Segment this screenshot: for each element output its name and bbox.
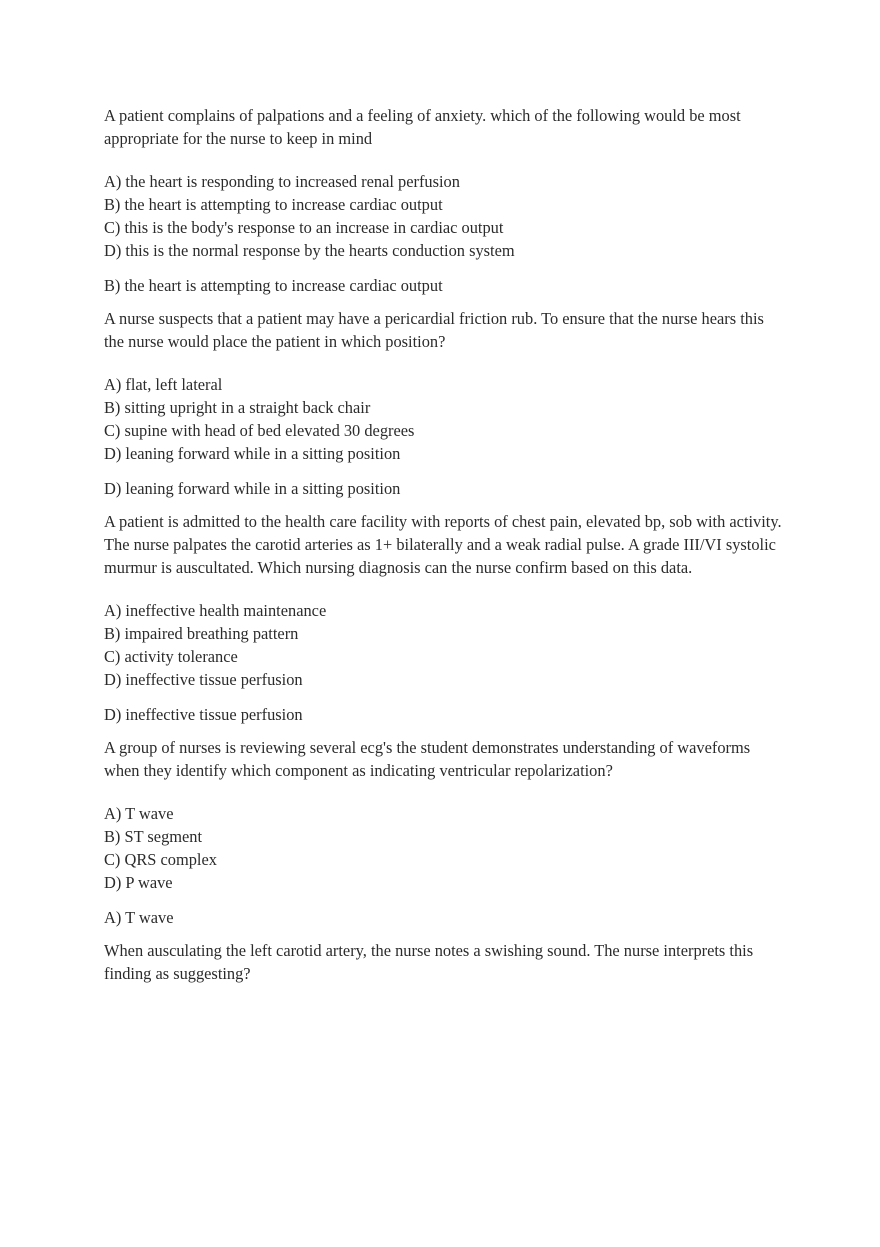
question-text: A patient is admitted to the health care facility with reports of chest pain, elevated bp, sob with activity. The nurse palpates the carotid arteries as 1+ bilaterally and a weak radial pulse. A grade III/VI systolic murmur is auscultated. Which nursing diagnosis can the nurse confirm based on this data. (104, 512, 782, 577)
option-d: D) ineffective tissue perfusion (104, 670, 303, 689)
options-list (104, 170, 784, 262)
question-block-1 (104, 104, 784, 297)
option-a: A) ineffective health maintenance (104, 601, 327, 620)
option-b: B) ST segment (104, 827, 203, 846)
option-b: B) impaired breathing pattern (104, 624, 299, 643)
option-a: A) flat, left lateral (104, 375, 223, 394)
option-d: D) this is the normal response by the hearts conduction system (104, 241, 515, 260)
option-c: C) activity tolerance (104, 647, 238, 666)
option-b: B) sitting upright in a straight back chair (104, 398, 371, 417)
option-b: B) the heart is attempting to increase cardiac output (104, 195, 443, 214)
answer-text: B) the heart is attempting to increase cardiac output (104, 276, 443, 295)
option-c: C) supine with head of bed elevated 30 degrees (104, 421, 415, 440)
question-block-5 (104, 939, 784, 985)
question-text: When ausculating the left carotid artery, the nurse notes a swishing sound. The nurse interprets this finding as suggesting? (104, 941, 754, 983)
question-block-4 (104, 736, 784, 929)
option-d: D) leaning forward while in a sitting position (104, 444, 401, 463)
question-block-3 (104, 510, 784, 726)
question-text: A group of nurses is reviewing several ecg's the student demonstrates understanding of waveforms when they identify which component as indicating ventricular repolarization? (104, 738, 751, 780)
option-a: A) T wave (104, 804, 174, 823)
document-page (104, 104, 784, 995)
question-text: A patient complains of palpations and a feeling of anxiety. which of the following would be most appropriate for the nurse to keep in mind (104, 106, 741, 148)
answer-text: D) leaning forward while in a sitting position (104, 479, 401, 498)
answer-text: A) T wave (104, 908, 174, 927)
answer-text: D) ineffective tissue perfusion (104, 705, 303, 724)
option-c: C) this is the body's response to an increase in cardiac output (104, 218, 504, 237)
options-list (104, 373, 784, 465)
question-block-2 (104, 307, 784, 500)
question-text: A nurse suspects that a patient may have a pericardial friction rub. To ensure that the nurse hears this the nurse would place the patient in which position? (104, 309, 764, 351)
option-d: D) P wave (104, 873, 173, 892)
option-a: A) the heart is responding to increased renal perfusion (104, 172, 460, 191)
options-list (104, 802, 784, 894)
options-list (104, 599, 784, 691)
option-c: C) QRS complex (104, 850, 217, 869)
